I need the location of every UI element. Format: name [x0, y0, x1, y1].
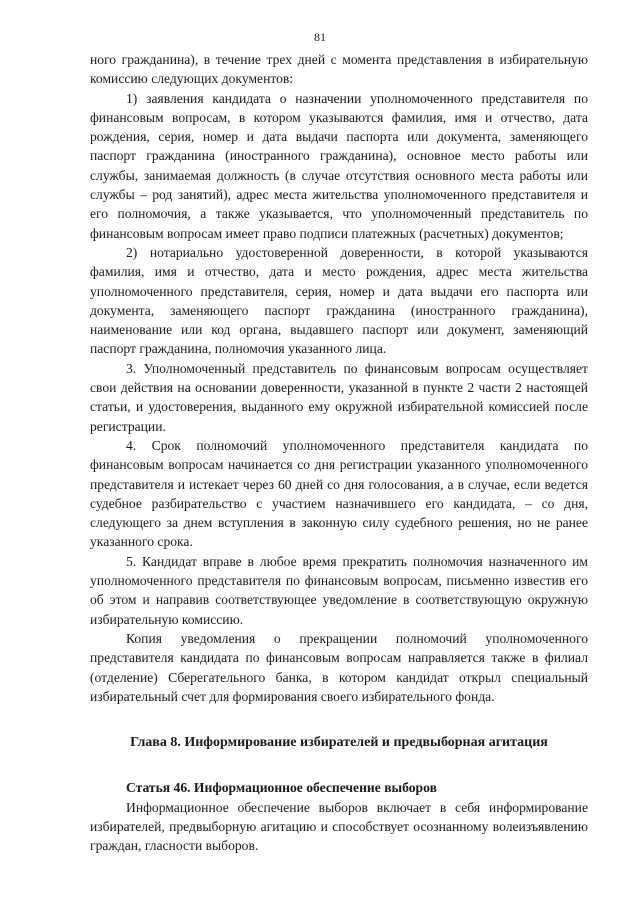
paragraph: 1) заявления кандидата о назначении уполномоченного представителя по финансовым вопросам, в котором указываются фамилия, имя и отчество, дата рождения, серия, номер и дата выдачи паспорта или документа, заменяющего паспорт гражданина (иностранного гражданина), основное место работы или службы, занимаемая должность (в случае отсутствия основного места работы или службы – род занятий), адрес места жительства уполномоченного представителя и его полномочия, а также указывается, что уполномоченный представитель по финансовым вопросам имеет право подписи платежных (расчетных) документов; [90, 90, 588, 241]
page-number: 81 [314, 30, 326, 44]
article-title: Статья 46. Информационное обеспечение выборов [126, 780, 437, 796]
paragraph: 3. Уполномоченный представитель по финансовым вопросам осуществляет свои действия на основании доверенности, указанной в пункте 2 части 2 настоящей статьи, и удостоверения, выданного ему окружной избирательной комиссией после регистрации. [90, 360, 588, 434]
paragraph: ного гражданина), в течение трех дней с момента представления в избирательную комиссию следующих документов: [90, 52, 588, 87]
paragraph: 4. Срок полномочий уполномоченного представителя кандидата по финансовым вопросам начинается со дня регистрации указанного уполномоченного представителя и истекает через 60 дней со дня голосования, а в случае, если ведется судебное разбирательство с участием назначившего его кандидата, – со дня, следующего за днем вступления в законную силу судебного решения, но не ранее указанного срока. [90, 437, 588, 550]
paragraph: 2) нотариально удостоверенной доверенности, в которой указываются фамилия, имя и отчество, дата и место рождения, адрес места жительства уполномоченного представителя, серия, номер и дата выдачи его паспорта или документа, заменяющего паспорт гражданина (иностранного гражданина), наименование или код органа, выдавшего паспорт или документ, заменяющий паспорт гражданина, полномочия указанного лица. [90, 244, 588, 357]
chapter-title: Глава 8. Информирование избирателей и предвыборная агитация [130, 735, 548, 751]
paragraph: Копия уведомления о прекращении полномочий уполномоченного представителя кандидата по финансовым вопросам направляется также в филиал (отделение) Сберегательного банка, в котором кандидат открыл специальный избирательный счет для формирования своего избирательного фонда. [90, 630, 588, 704]
article-paragraph: Информационное обеспечение выборов включает в себя информирование избирателей, предвыборную агитацию и способствует осознанному волеизъявлению граждан, гласности выборов. [90, 799, 588, 854]
paragraph: 5. Кандидат вправе в любое время прекратить полномочия назначенного им уполномоченного представителя по финансовым вопросам, письменно известив его об этом и направив соответствующее уведомление в соответствующую окружную избирательную комиссию. [90, 553, 588, 627]
page-content [90, 50, 588, 856]
